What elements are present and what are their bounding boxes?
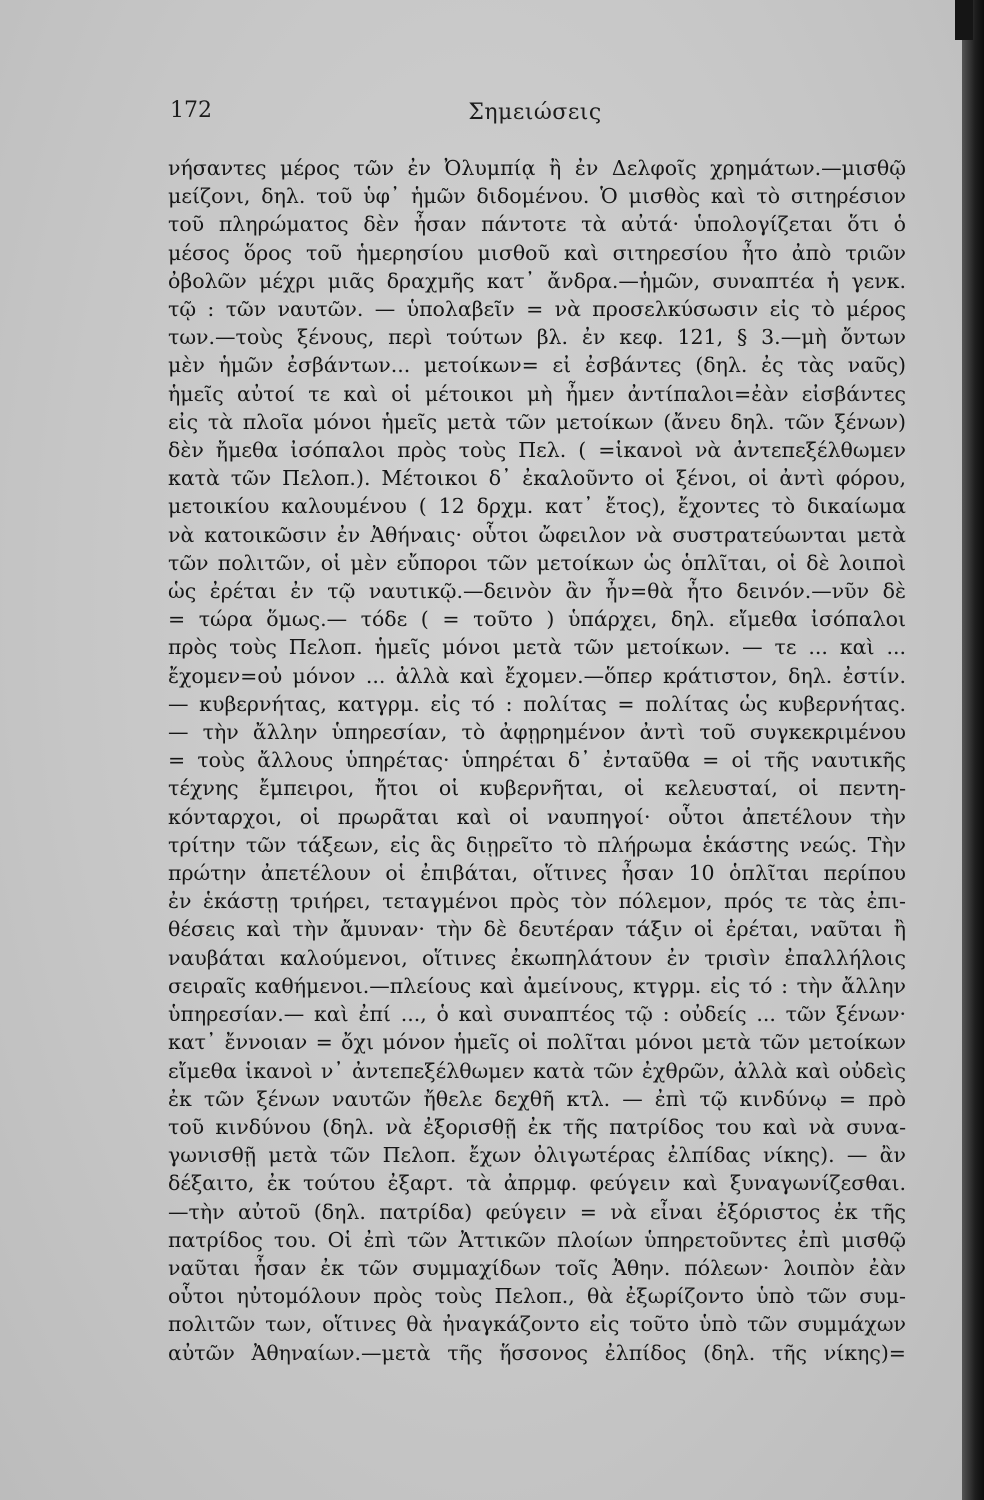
text-line: — κυβερνήτας, κατγρμ. εἰς τό : πολίτας = πολίτας ὡς κυβερνήτας.: [168, 691, 906, 716]
text-line: ναυβάται καλούμενοι, οἵτινες ἐκωπηλάτουν ἐν τρισὶν ἐπαλλήλοις: [168, 945, 906, 970]
text-line: κόνταρχοι, οἱ πρωρᾶται καὶ οἱ ναυπηγοί· οὗτοι ἀπετέλουν τὴν: [168, 804, 906, 829]
text-line: ναῦται ἦσαν ἐκ τῶν συμμαχίδων τοῖς Ἀθην. πόλεων· λοιπὸν ἐὰν: [168, 1255, 906, 1280]
text-line: τοῦ πληρώματος δὲν ἦσαν πάντοτε τὰ αὐτά· ὑπολογίζεται ὅτι ὁ: [168, 212, 906, 237]
text-line: ἐν ἑκάστῃ τριήρει, τεταγμένοι πρὸς τὸν πόλεμον, πρός τε τὰς ἐπι-: [168, 889, 906, 914]
page-title: Σημειώσεις: [468, 100, 602, 125]
text-line: νήσαντες μέρος τῶν ἐν Ὀλυμπίᾳ ἢ ἐν Δελφοῖς χρημάτων.—μισθῷ: [168, 156, 906, 180]
running-head: [170, 98, 900, 138]
page-corner-tear: [955, 0, 973, 40]
text-line: οὗτοι ηὐτομόλουν πρὸς τοὺς Πελοπ., θὰ ἐξωρίζοντο ὑπὸ τῶν συμ-: [168, 1284, 906, 1309]
text-line: κατ᾽ ἔννοιαν = ὄχι μόνον ἡμεῖς οἱ πολῖται μόνοι μετὰ τῶν μετοίκων: [168, 1030, 906, 1055]
book-spine-shadow: [962, 0, 984, 1500]
text-line: σειραῖς καθήμενοι.—πλείους καὶ ἀμείνους, κτγρμ. εἰς τό : τὴν ἄλλην: [168, 973, 906, 998]
text-line: ὡς ἐρέται ἐν τῷ ναυτικῷ.—δεινὸν ἂν ἦν=θὰ ἦτο δεινόν.—νῦν δὲ: [168, 579, 906, 604]
text-line: αὐτῶν Ἀθηναίων.—μετὰ τῆς ἥσσονος ἐλπίδος (δηλ. τῆς νίκης)=: [168, 1340, 906, 1365]
text-line: ἡμεῖς αὐτοί τε καὶ οἱ μέτοικοι μὴ ἦμεν ἀντίπαλοι=ἐὰν εἰσβάντες: [168, 381, 906, 406]
text-line: ὑπηρεσίαν.— καὶ ἐπί ..., ὁ καὶ συναπτέος τῷ : οὐδείς ... τῶν ξένων·: [168, 1002, 906, 1027]
text-line: —τὴν αὐτοῦ (δηλ. πατρίδα) φεύγειν = νὰ εἶναι ἐξόριστος ἐκ τῆς: [168, 1199, 906, 1224]
text-line: κατὰ τῶν Πελοπ.). Μέτοικοι δ᾽ ἐκαλοῦντο οἱ ξένοι, οἱ ἀντὶ φόρου,: [168, 466, 906, 491]
text-line: πρώτην ἀπετέλουν οἱ ἐπιβάται, οἵτινες ἦσαν 10 ὁπλῖται περίπου: [168, 861, 906, 886]
text-line: των.—τοὺς ξένους, περὶ τούτων βλ. ἐν κεφ. 121, § 3.—μὴ ὄντων: [168, 325, 906, 350]
text-line: τῶν πολιτῶν, οἱ μὲν εὔποροι τῶν μετοίκων ὡς ὁπλῖται, οἱ δὲ λοιποὶ: [168, 550, 906, 575]
text-line: τρίτην τῶν τάξεων, εἰς ἃς διῃρεῖτο τὸ πλήρωμα ἑκάστης νεώς. Τὴν: [168, 832, 906, 857]
text-line: ἔχομεν=οὐ μόνον ... ἀλλὰ καὶ ἔχομεν.—ὅπερ κράτιστον, δηλ. ἐστίν.: [168, 663, 906, 688]
text-line: ὀβολῶν μέχρι μιᾶς δραχμῆς κατ᾽ ἄνδρα.—ἡμῶν, συναπτέα ἡ γενκ.: [168, 268, 906, 293]
text-line: = τώρα ὅμως.— τόδε ( = τοῦτο ) ὑπάρχει, δηλ. εἴμεθα ἰσόπαλοι: [168, 607, 906, 632]
text-line: εἰς τὰ πλοῖα μόνοι ἡμεῖς μετὰ τῶν μετοίκων (ἄνευ δηλ. τῶν ξένων): [168, 409, 906, 434]
page-number: 172: [170, 98, 212, 123]
text-line: ἐκ τῶν ξένων ναυτῶν ἤθελε δεχθῆ κτλ. — ἐπὶ τῷ κινδύνῳ = πρὸ: [168, 1086, 906, 1111]
text-line: = τοὺς ἄλλους ὑπηρέτας· ὑπηρέται δ᾽ ἐνταῦθα = οἱ τῆς ναυτικῆς: [168, 748, 906, 773]
text-line: μείζονι, δηλ. τοῦ ὑφ᾽ ἡμῶν διδομένου. Ὁ μισθὸς καὶ τὸ σιτηρέσιον: [168, 184, 906, 209]
text-line: θέσεις καὶ τὴν ἄμυναν· τὴν δὲ δευτέραν τάξιν οἱ ἐρέται, ναῦται ἢ: [168, 917, 906, 942]
text-line: — τὴν ἄλλην ὑπηρεσίαν, τὸ ἀφῃρημένον ἀντὶ τοῦ συγκεκριμένου: [168, 720, 906, 745]
text-line: πατρίδος του. Οἱ ἐπὶ τῶν Ἀττικῶν πλοίων ὑπηρετοῦντες ἐπὶ μισθῷ: [168, 1227, 906, 1252]
text-line: τῷ : τῶν ναυτῶν. — ὑπολαβεῖν = νὰ προσελκύσωσιν εἰς τὸ μέρος: [168, 297, 906, 322]
text-line: τέχνης ἔμπειροι, ἤτοι οἱ κυβερνῆται, οἱ κελευσταί, οἱ πεντη-: [168, 776, 906, 801]
text-line: μὲν ἡμῶν ἐσβάντων... μετοίκων= εἰ ἐσβάντες (δηλ. ἐς τὰς ναῦς): [168, 353, 906, 378]
text-line: πολιτῶν των, οἵτινες θὰ ἠναγκάζοντο εἰς τοῦτο ὑπὸ τῶν συμμάχων: [168, 1312, 906, 1337]
text-line: νὰ κατοικῶσιν ἐν Ἀθήναις· οὗτοι ὤφειλον νὰ συστρατεύωνται μετὰ: [168, 522, 906, 547]
text-line: δὲν ἤμεθα ἰσόπαλοι πρὸς τοὺς Πελ. ( =ἱκανοὶ νὰ ἀντεπεξέλθωμεν: [168, 438, 906, 463]
text-line: πρὸς τοὺς Πελοπ. ἡμεῖς μόνοι μετὰ τῶν μετοίκων. — τε ... καὶ ...: [168, 635, 906, 660]
text-line: μέσος ὅρος τοῦ ἡμερησίου μισθοῦ καὶ σιτηρεσίου ἦτο ἀπὸ τριῶν: [168, 240, 906, 265]
text-line: γωνισθῇ μετὰ τῶν Πελοπ. ἔχων ὀλιγωτέρας ἐλπίδας νίκης). — ἂν: [168, 1143, 906, 1168]
text-line: τοῦ κινδύνου (δηλ. νὰ ἐξορισθῇ ἐκ τῆς πατρίδος του καὶ νὰ συνα-: [168, 1114, 906, 1139]
text-line: δέξαιτο, ἐκ τούτου ἐξαρτ. τὰ ἀπρμφ. φεύγειν καὶ ξυναγωνίζεσθαι.: [168, 1171, 906, 1196]
notes-text-block: [168, 154, 906, 1367]
text-line: εἴμεθα ἱκανοὶ ν᾽ ἀντεπεξέλθωμεν κατὰ τῶν ἐχθρῶν, ἀλλὰ καὶ οὐδεὶς: [168, 1058, 906, 1083]
text-line: μετοικίου καλουμένου ( 12 δρχμ. κατ᾽ ἔτος), ἔχοντες τὸ δικαίωμα: [168, 494, 906, 519]
